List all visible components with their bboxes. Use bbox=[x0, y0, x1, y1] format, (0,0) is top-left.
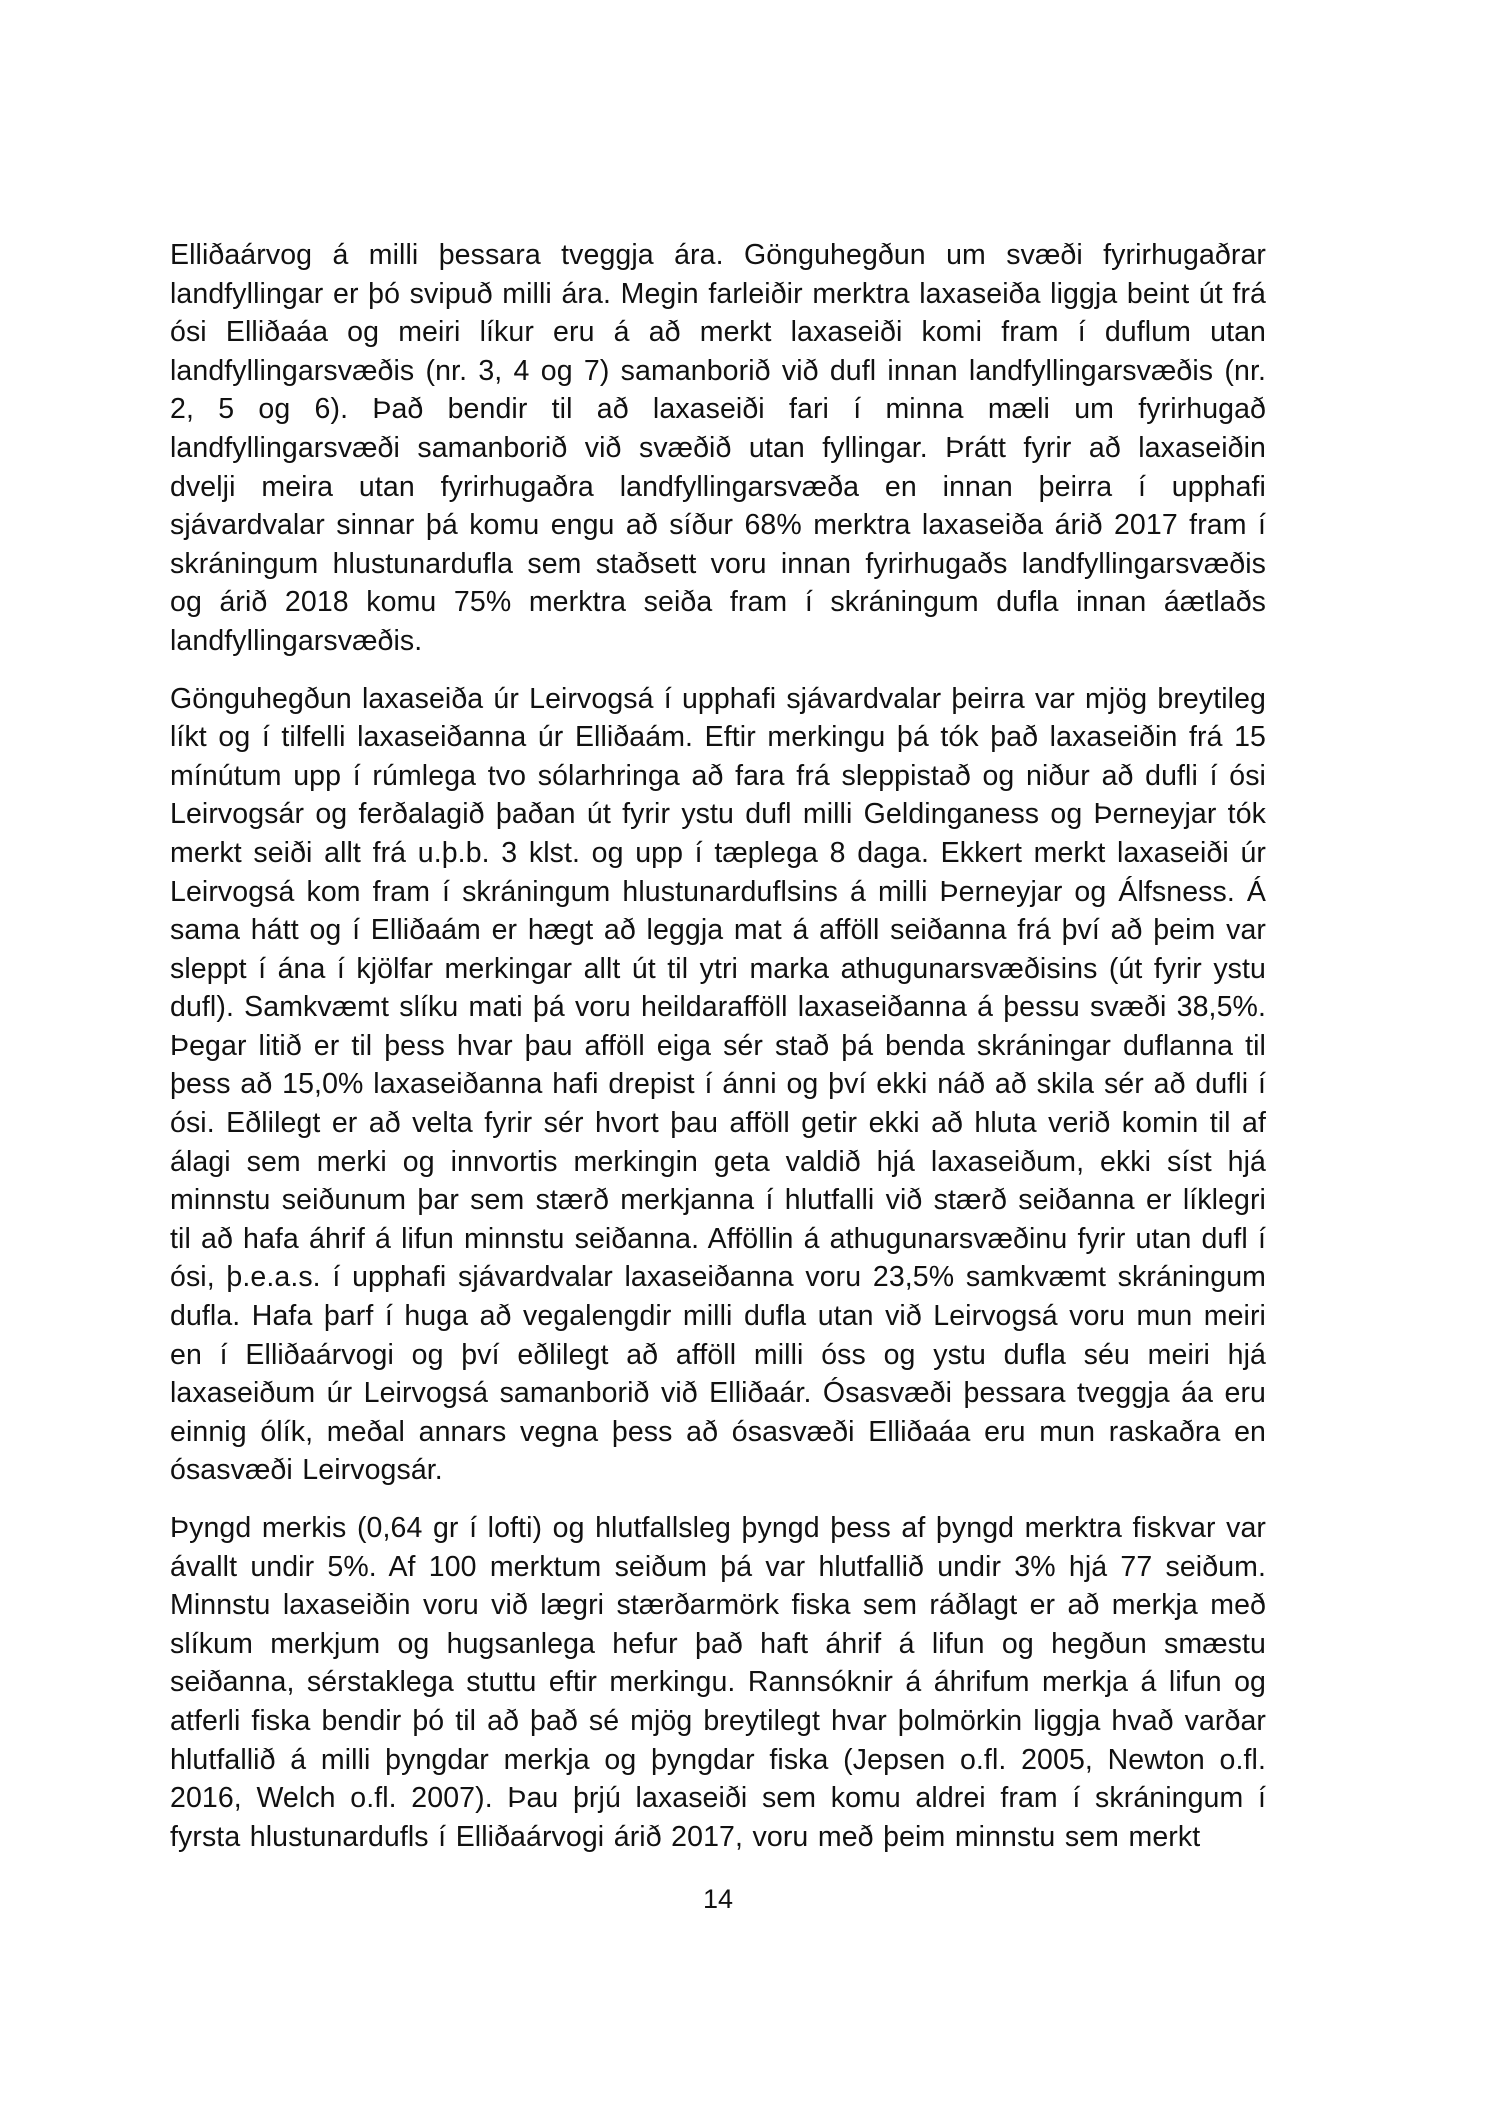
page-number: 14 bbox=[702, 1884, 734, 1914]
paragraph-3: Þyngd merkis (0,64 gr í lofti) og hlutfallsleg þyngd þess af þyngd merktra fiskvar var ávallt undir 5%. Af 100 merktum seiðum þá var hlutfallið undir 3% hjá 77 seiðum. Minnstu laxaseiðin voru við lægri stærðarmörk fiska sem ráðlagt er að merkja með slíkum merkjum og hugsanlega hefur það haft áhrif á lifun og hegðun smæstu seiðanna, sérstaklega stuttu eftir merkingu. Rannsóknir á áhrifum merkja á lifun og atferli fiska bendir þó til að það sé mjög breytilegt hvar þolmörkin liggja hvað varðar hlutfallið á milli þyngdar merkja og þyngdar fiska (Jepsen o.fl. 2005, Newton o.fl. 2016, Welch o.fl. 2007). Þau þrjú laxaseiði sem komu aldrei fram í skráningum í fyrsta hlustunardufls í Elliðaárvogi árið 2017, voru með þeim minnstu sem merkt bbox=[170, 1512, 1266, 1853]
page-footer bbox=[170, 1884, 1266, 1915]
paragraph-1: Elliðaárvog á milli þessara tveggja ára. Gönguhegðun um svæði fyrirhugaðrar landfyllingar er þó svipuð milli ára. Megin farleiðir merktra laxaseiða liggja beint út frá ósi Elliðaáa og meiri líkur eru á að merkt laxaseiði komi fram í duflum utan landfyllingarsvæðis (nr. 3, 4 og 7) samanborið við dufl innan landfyllingarsvæðis (nr. 2, 5 og 6). Það bendir til að laxaseiði fari í minna mæli um fyrirhugað landfyllingarsvæði samanborið við svæðið utan fyllingar. Þrátt fyrir að laxaseiðin dvelji meira utan fyrirhugaðra landfyllingarsvæða en innan þeirra í upphafi sjávardvalar sinnar þá komu engu að síður 68% merktra laxaseiða árið 2017 fram í skráningum hlustunardufla sem staðsett voru innan fyrirhugaðs landfyllingarsvæðis og árið 2018 komu 75% merktra seiða fram í skráningum dufla innan áætlaðs landfyllingarsvæðis. bbox=[170, 239, 1266, 657]
paragraph-2: Gönguhegðun laxaseiða úr Leirvogsá í upphafi sjávardvalar þeirra var mjög breytileg líkt og í tilfelli laxaseiðanna úr Elliðaám. Eftir merkingu þá tók það laxaseiðin frá 15 mínútum upp í rúmlega tvo sólarhringa að fara frá sleppistað og niður að dufli í ósi Leirvogsár og ferðalagið þaðan út fyrir ystu dufl milli Geldinganess og Þerneyjar tók merkt seiði allt frá u.þ.b. 3 klst. og upp í tæplega 8 daga. Ekkert merkt laxaseiði úr Leirvogsá kom fram í skráningum hlustunarduflsins á milli Þerneyjar og Álfsness. Á sama hátt og í Elliðaám er hægt að leggja mat á afföll seiðanna frá því að þeim var sleppt í ána í kjölfar merkingar allt út til ytri marka athugunarsvæðisins (út fyrir ystu dufl). Samkvæmt slíku mati þá voru heildarafföll laxaseiðanna á þessu svæði 38,5%. Þegar litið er til þess hvar þau afföll eiga sér stað þá benda skráningar duflanna til þess að 15,0% laxaseiðanna hafi drepist í ánni og því ekki náð að skila sér að dufli í ósi. Eðlilegt er að velta fyrir sér hvort þau afföll getir ekki að hluta verið komin til af álagi sem merki og innvortis merkingin geta valdið hjá laxaseiðum, ekki síst hjá minnstu seiðunum þar sem stærð merkjanna í hlutfalli við stærð seiðanna er líklegri til að hafa áhrif á lifun minnstu seiðanna. Afföllin á athugunarsvæðinu fyrir utan dufl í ósi, þ.e.a.s. í upphafi sjávardvalar laxaseiðanna voru 23,5% samkvæmt skráningum dufla. Hafa þarf í huga að vegalengdir milli dufla utan við Leirvogsá voru mun meiri en í Elliðaárvogi og því eðlilegt að afföll milli óss og ystu dufla séu meiri hjá laxaseiðum úr Leirvogsá samanborið við Elliðaár. Ósasvæði þessara tveggja áa eru einnig ólík, meðal annars vegna þess að ósasvæði Elliðaáa eru mun raskaðra en ósasvæði Leirvogsár. bbox=[170, 682, 1266, 1487]
document-text-block bbox=[170, 236, 1266, 1875]
